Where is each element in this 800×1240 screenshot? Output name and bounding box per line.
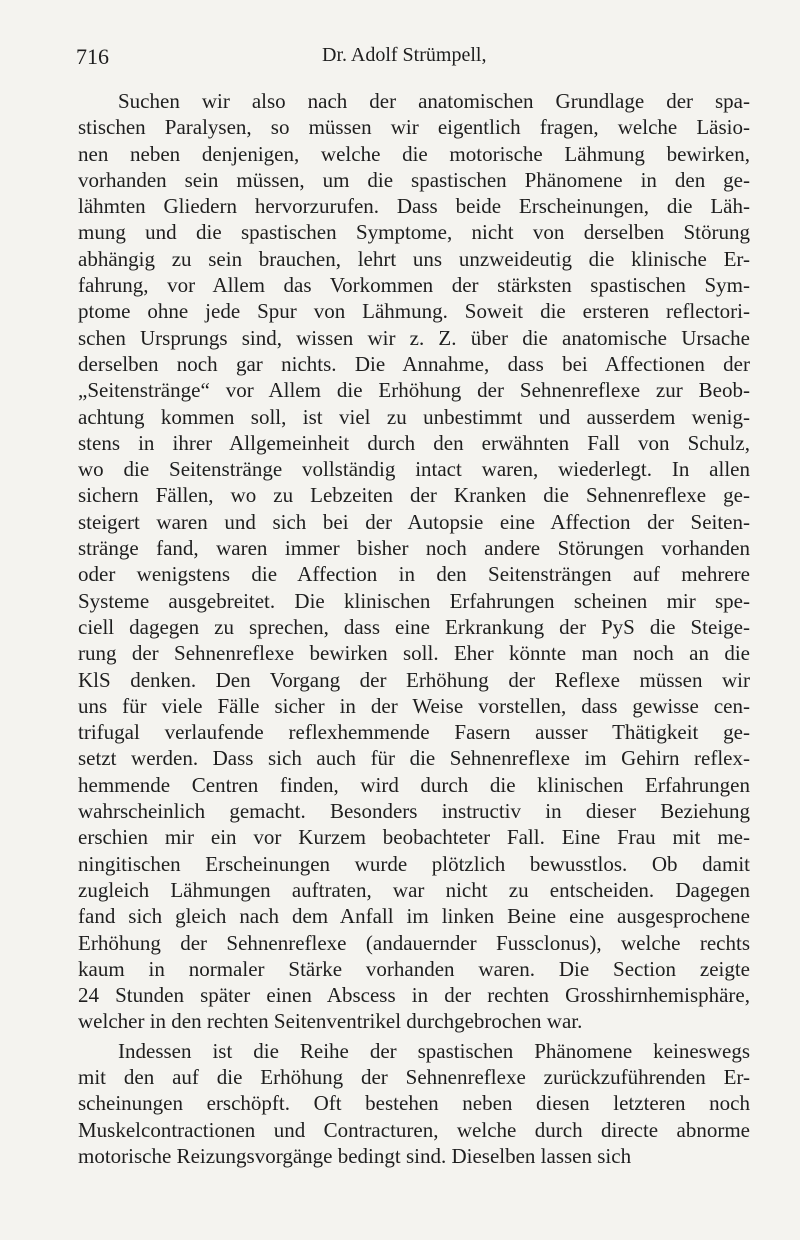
text-line: derselben noch gar nichts. Die Annahme, dass bei Affectionen der xyxy=(78,351,750,376)
text-line: uns für viele Fälle sicher in der Weise vorstellen, dass gewisse cen- xyxy=(78,693,750,718)
text-line: abhängig zu sein brauchen, lehrt uns unzweideutig die klinische Er- xyxy=(78,246,750,271)
text-line: kaum in normaler Stärke vorhanden waren. Die Section zeigte xyxy=(78,956,750,981)
text-line: mit den auf die Erhöhung der Sehnenreflexe zurückzuführenden Er- xyxy=(78,1064,750,1089)
page-header xyxy=(76,44,756,74)
text-line: ningitischen Erscheinungen wurde plötzlich bewusstlos. Ob damit xyxy=(78,851,750,876)
text-line: steigert waren und sich bei der Autopsie eine Affection der Seiten- xyxy=(78,509,750,534)
text-line: scheinungen erschöpft. Oft bestehen neben diesen letzteren noch xyxy=(78,1091,750,1116)
text-line: Suchen wir also nach der anatomischen Grundlage der spa- xyxy=(118,89,750,113)
paragraph xyxy=(78,1038,750,1169)
text-line: rung der Sehnenreflexe bewirken soll. Eher könnte man noch an die xyxy=(78,641,750,666)
text-line: erschien mir ein vor Kurzem beobachteter Fall. Eine Frau mit me- xyxy=(78,825,750,850)
text-line: sichern Fällen, wo zu Lebzeiten der Kranken die Sehnenreflexe ge- xyxy=(78,483,750,508)
text-line: wahrscheinlich gemacht. Besonders instructiv in dieser Beziehung xyxy=(78,799,750,824)
text-line: vorhanden sein müssen, um die spastischen Phänomene in den ge- xyxy=(78,167,750,192)
text-line: schen Ursprungs sind, wissen wir z. Z. über die anatomische Ursache xyxy=(78,325,750,350)
text-line: oder wenigstens die Affection in den Seitensträngen auf mehrere xyxy=(78,562,750,587)
text-line: stränge fand, waren immer bisher noch andere Störungen vorhanden xyxy=(78,536,750,561)
text-line: setzt werden. Dass sich auch für die Sehnenreflexe im Gehirn reflex- xyxy=(78,746,750,771)
text-line: lähmten Gliedern hervorzurufen. Dass beide Erscheinungen, die Läh- xyxy=(78,194,750,219)
text-line: trifugal verlaufende reflexhemmende Fasern ausser Thätigkeit ge- xyxy=(78,720,750,745)
text-line: KlS denken. Den Vorgang der Erhöhung der Reflexe müssen wir xyxy=(78,667,750,692)
text-line: Muskelcontractionen und Contracturen, welche durch directe abnorme xyxy=(78,1117,750,1142)
text-line: Indessen ist die Reihe der spastischen Phänomene keineswegs xyxy=(118,1038,750,1063)
text-line: hemmende Centren finden, wird durch die klinischen Erfahrungen xyxy=(78,772,750,797)
page-number: 716 xyxy=(76,44,109,69)
text-line: welcher in den rechten Seitenventrikel durchgebrochen war. xyxy=(78,1009,583,1034)
text-line: motorische Reizungsvorgänge bedingt sind. Dieselben lassen sich xyxy=(78,1143,632,1168)
text-line: Systeme ausgebreitet. Die klinischen Erfahrungen scheinen mir spe- xyxy=(78,588,750,613)
text-line: stens in ihrer Allgemeinheit durch den erwähnten Fall von Schulz, xyxy=(78,430,750,455)
text-line: achtung kommen soll, ist viel zu unbestimmt und ausserdem wenig- xyxy=(78,404,750,429)
text-line: nen neben denjenigen, welche die motorische Lähmung bewirken, xyxy=(78,141,750,166)
text-line: Erhöhung der Sehnenreflexe (andauernder Fussclonus), welche rechts xyxy=(78,930,750,955)
text-line: „Seitenstränge“ vor Allem die Erhöhung der Sehnenreflexe zur Beob- xyxy=(78,378,750,403)
text-line: 24 Stunden später einen Abscess in der rechten Grosshirnhemisphäre, xyxy=(78,983,750,1008)
text-line: ptome ohne jede Spur von Lähmung. Soweit die ersteren reflectori- xyxy=(78,299,750,324)
text-line: fahrung, vor Allem das Vorkommen der stärksten spastischen Sym- xyxy=(78,273,750,298)
running-head: Dr. Adolf Strümpell, xyxy=(322,44,487,66)
text-line: mung und die spastischen Symptome, nicht von derselben Störung xyxy=(78,220,750,245)
paragraph xyxy=(78,88,750,1035)
text-line: ciell dagegen zu sprechen, dass eine Erkrankung der PyS die Steige- xyxy=(78,614,750,639)
text-line: stischen Paralysen, so müssen wir eigentlich fragen, welche Läsio- xyxy=(78,115,750,140)
text-line: wo die Seitenstränge vollständig intact waren, wiederlegt. In allen xyxy=(78,457,750,482)
text-line: fand sich gleich nach dem Anfall im linken Beine eine ausgesprochene xyxy=(78,904,750,929)
text-line: zugleich Lähmungen auftraten, war nicht zu entscheiden. Dagegen xyxy=(78,877,750,902)
body-text xyxy=(78,88,750,1169)
